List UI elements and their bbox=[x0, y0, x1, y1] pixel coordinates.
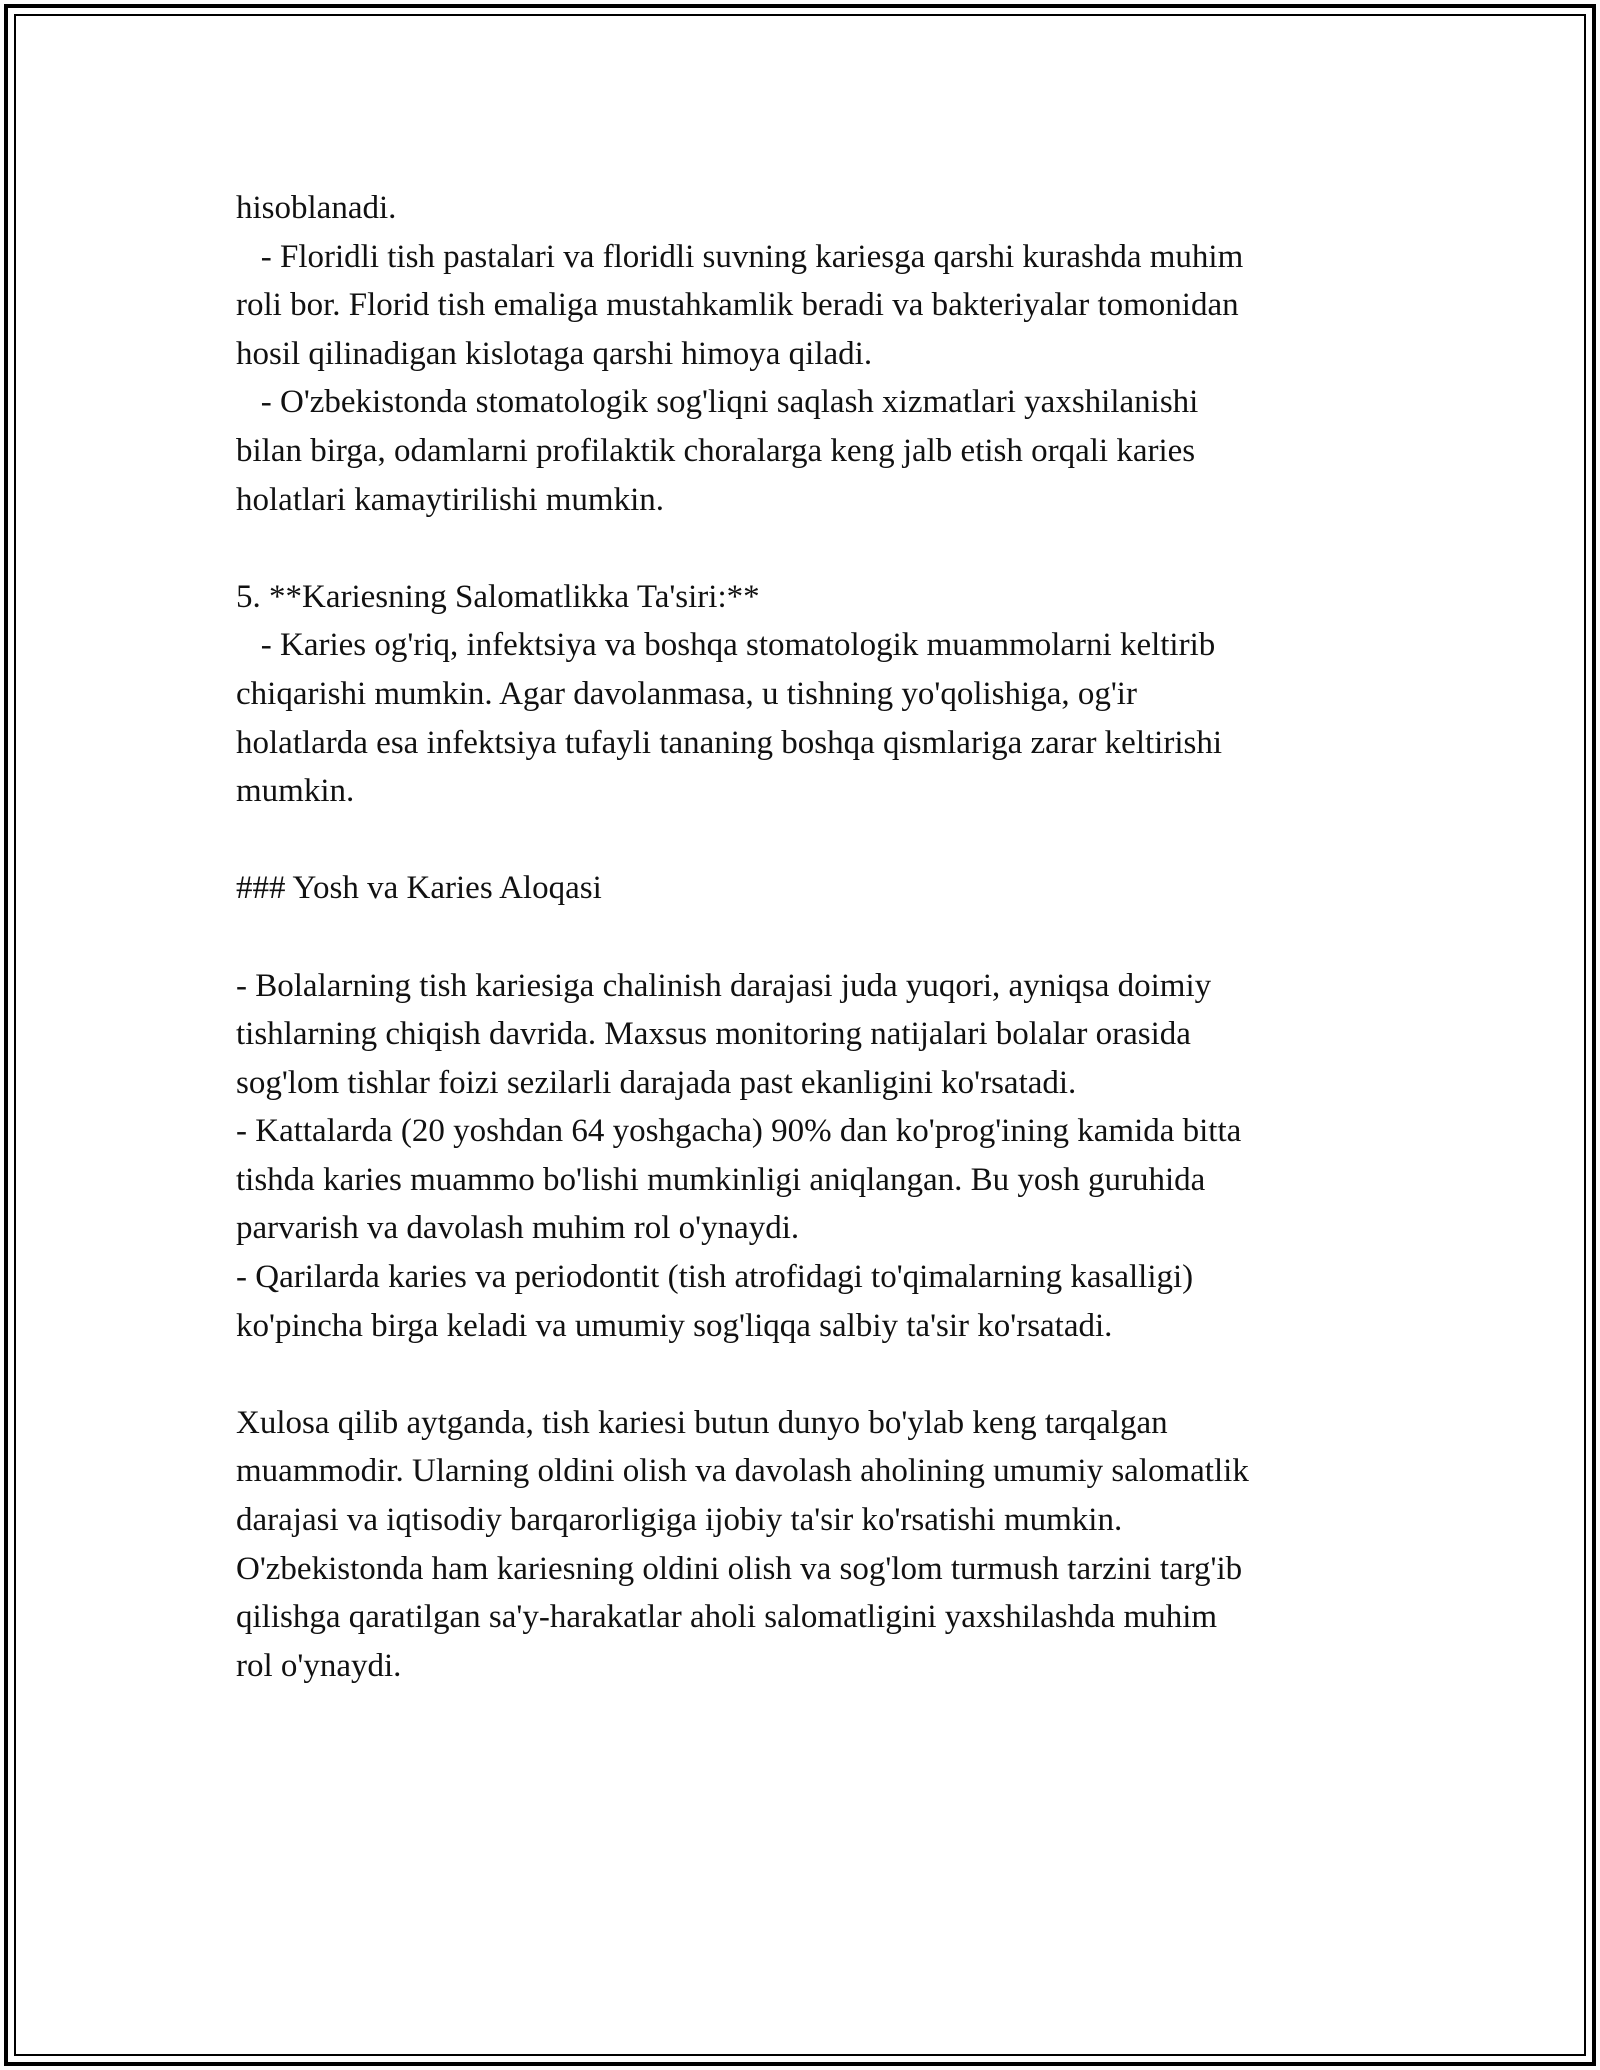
blank-line bbox=[236, 816, 1406, 865]
text-line: hisoblanadi. bbox=[236, 190, 397, 226]
text-line: darajasi va iqtisodiy barqarorligiga ijobiy ta'sir ko'rsatishi mumkin. bbox=[236, 1502, 1123, 1539]
text-line: bilan birga, odamlarni profilaktik choralarga keng jalb etish orqali karies bbox=[236, 432, 1196, 469]
text-line: tishda karies muammo bo'lishi mumkinligi aniqlangan. Bu yosh guruhida bbox=[236, 1161, 1206, 1198]
text-line: rol o'ynaydi. bbox=[236, 1647, 402, 1684]
text-line: - Kattalarda (20 yoshdan 64 yoshgacha) 90% dan ko'prog'ining kamida bitta bbox=[236, 1113, 1242, 1150]
text-line: parvarish va davolash muhim rol o'ynaydi. bbox=[236, 1210, 800, 1247]
text-line: O'zbekistonda ham kariesning oldini olish va sog'lom turmush tarzini targ'ib bbox=[236, 1550, 1243, 1587]
text-line: sog'lom tishlar foizi sezilarli darajada past ekanligini ko'rsatadi. bbox=[236, 1064, 1077, 1101]
document-body bbox=[236, 184, 1406, 1690]
text-line: - Qarilarda karies va periodontit (tish atrofidagi to'qimalarning kasalligi) bbox=[236, 1259, 1194, 1296]
text-line: - Bolalarning tish kariesiga chalinish darajasi juda yuqori, ayniqsa doimiy bbox=[236, 967, 1212, 1004]
blank-line bbox=[236, 524, 1406, 573]
text-line: - Karies og'riq, infektsiya va boshqa stomatologik muammolarni keltirib bbox=[236, 627, 1216, 664]
text-line: - O'zbekistonda stomatologik sog'liqni saqlash xizmatlari yaxshilanishi bbox=[236, 384, 1199, 421]
blank-line bbox=[236, 1350, 1406, 1399]
text-line: holatlarda esa infektsiya tufayli tananing boshqa qismlariga zarar keltirishi bbox=[236, 724, 1223, 761]
blank-line bbox=[236, 913, 1406, 962]
text-line: chiqarishi mumkin. Agar davolanmasa, u tishning yo'qolishiga, og'ir bbox=[236, 675, 1137, 712]
text-line: muammodir. Ularning oldini olish va davolash aholining umumiy salomatlik bbox=[236, 1453, 1249, 1490]
text-line: - Floridli tish pastalari va floridli suvning kariesga qarshi kurashda muhim bbox=[236, 238, 1244, 275]
text-line: mumkin. bbox=[236, 773, 355, 810]
text-line: holatlari kamaytirilishi mumkin. bbox=[236, 481, 665, 518]
text-line: tishlarning chiqish davrida. Maxsus monitoring natijalari bolalar orasida bbox=[236, 1016, 1191, 1053]
section-heading: 5. **Kariesning Salomatlikka Ta'siri:** bbox=[236, 578, 760, 615]
text-line: hosil qilinadigan kislotaga qarshi himoya qiladi. bbox=[236, 335, 873, 372]
text-line: roli bor. Florid tish emaliga mustahkamlik beradi va bakteriyalar tomonidan bbox=[236, 287, 1239, 324]
text-line: qilishga qaratilgan sa'y-harakatlar aholi salomatligini yaxshilashda muhim bbox=[236, 1599, 1218, 1636]
subsection-heading: ### Yosh va Karies Aloqasi bbox=[236, 870, 602, 907]
text-line: ko'pincha birga keladi va umumiy sog'liqqa salbiy ta'sir ko'rsatadi. bbox=[236, 1307, 1113, 1344]
text-line: Xulosa qilib aytganda, tish kariesi butun dunyo bo'ylab keng tarqalgan bbox=[236, 1404, 1168, 1441]
